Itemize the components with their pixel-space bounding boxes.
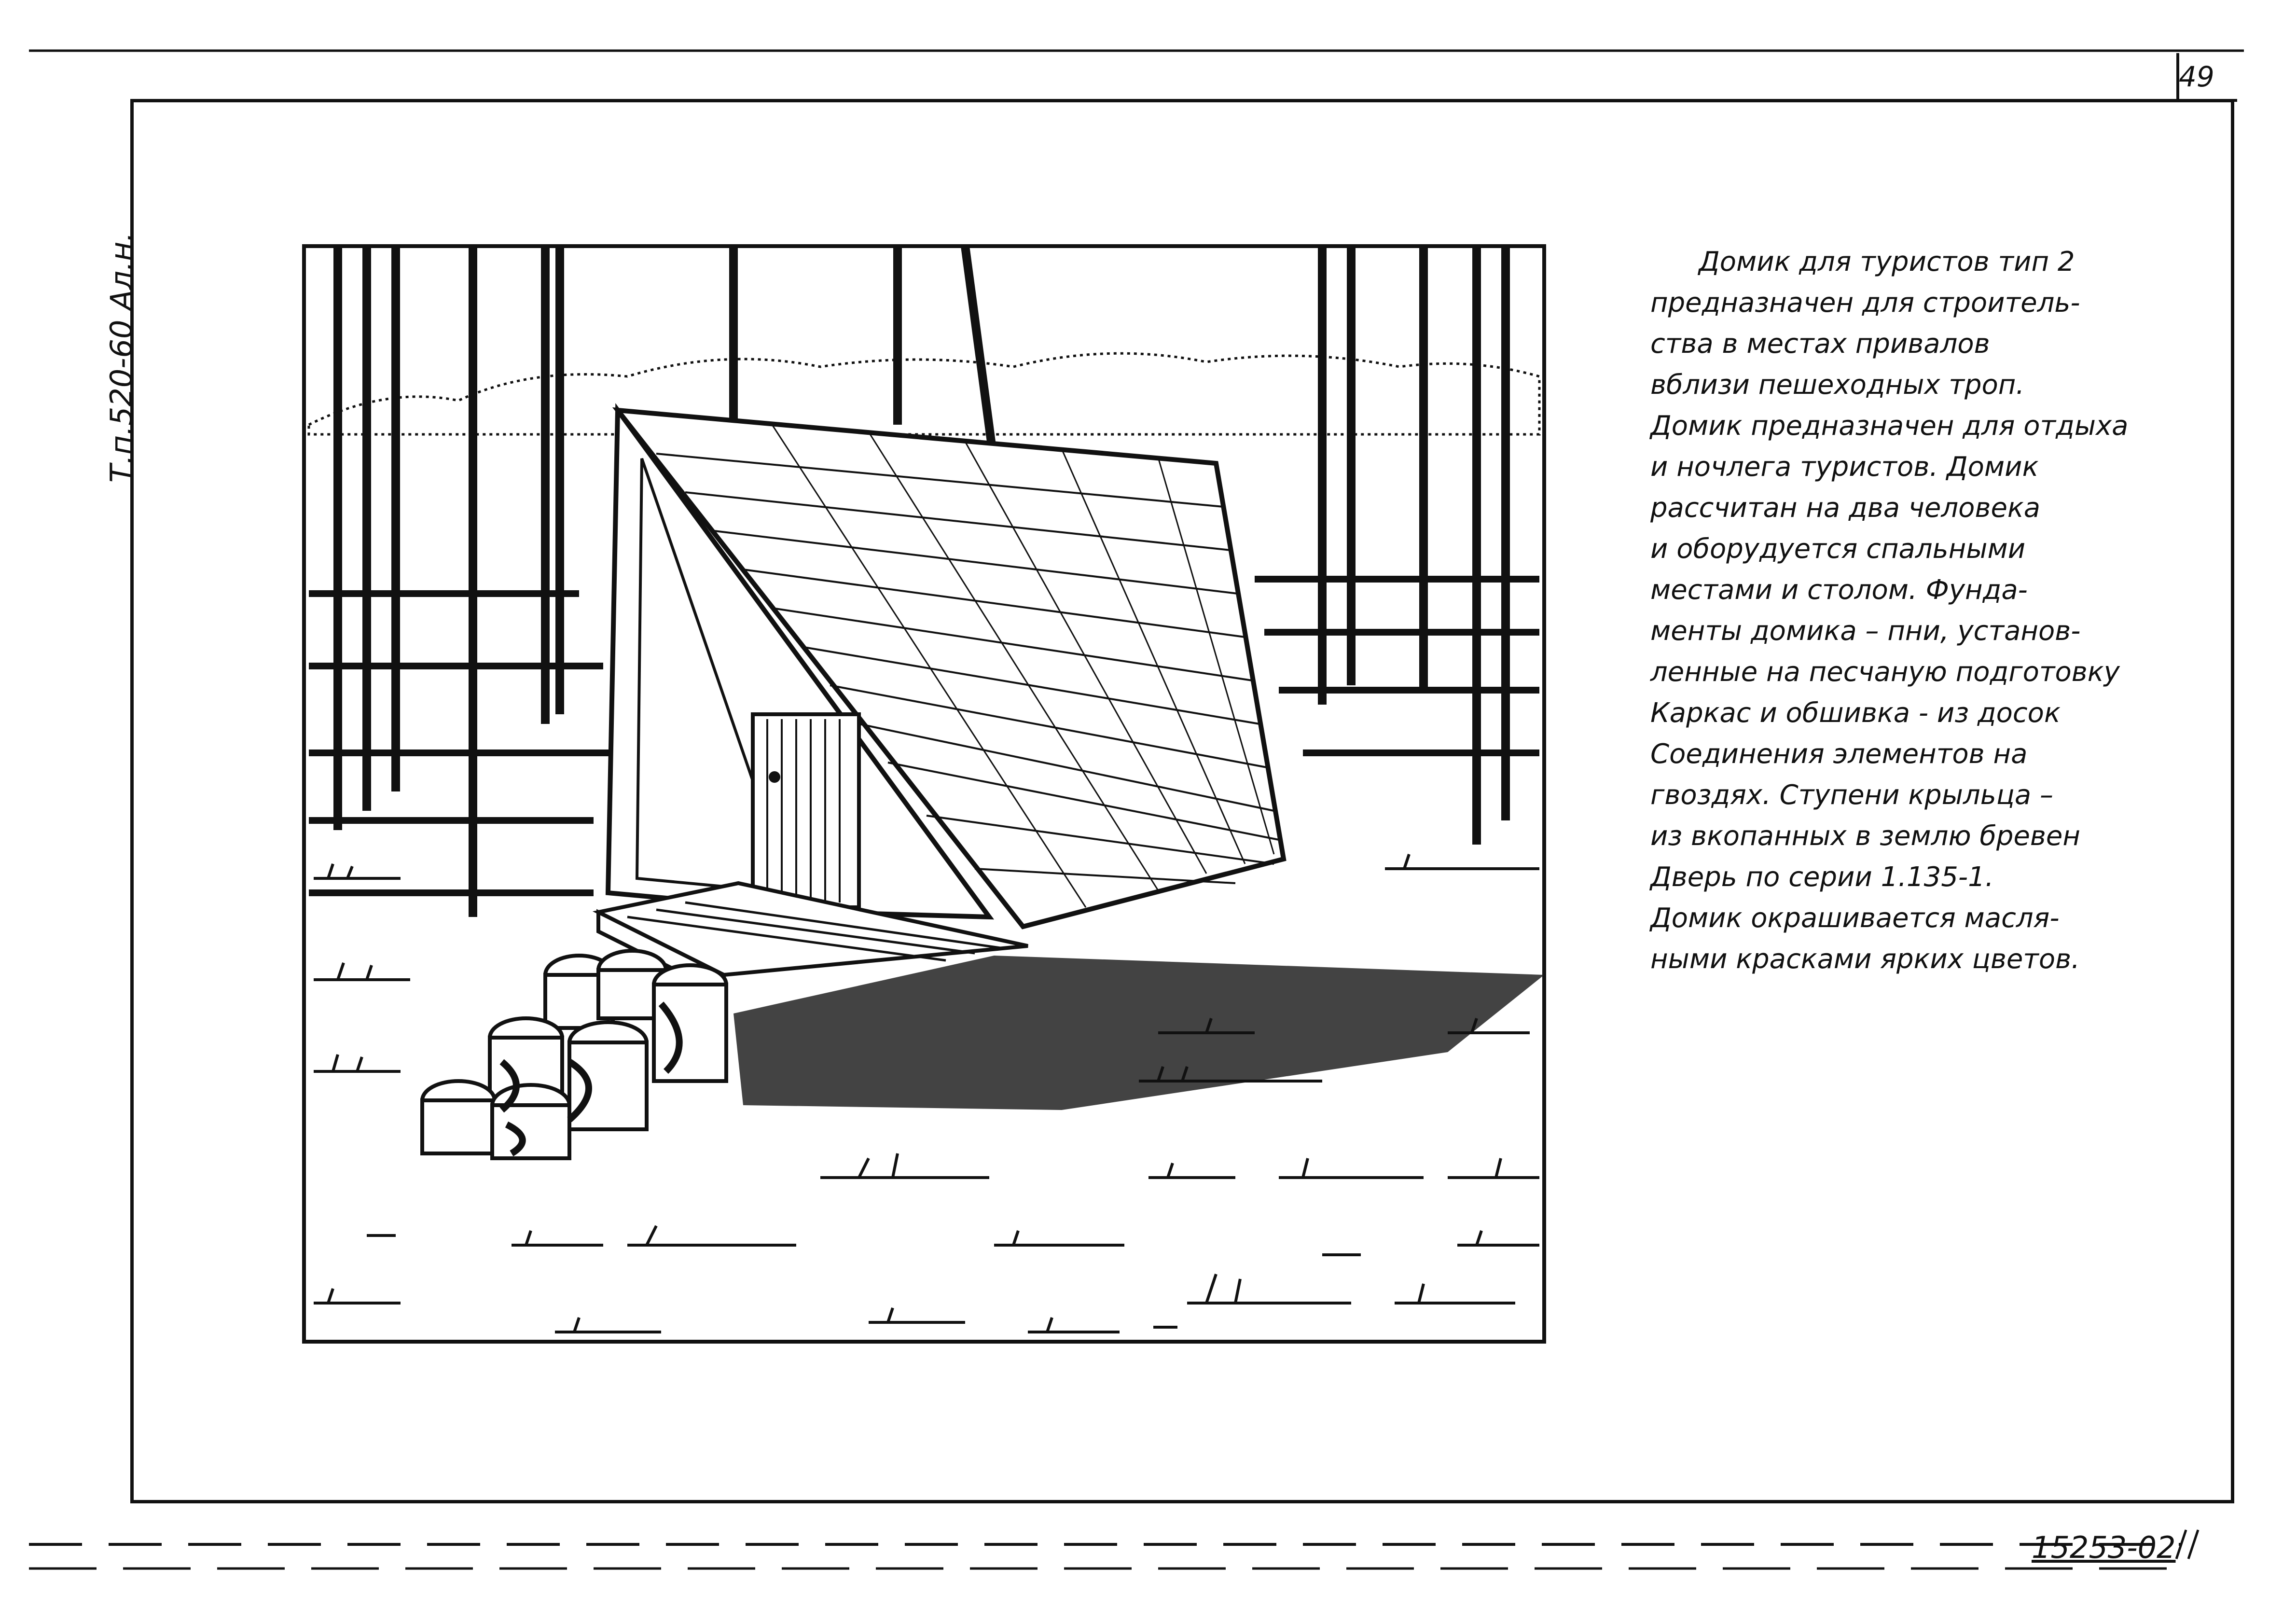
description-line: и оборудуется спальными [1650, 533, 2026, 565]
description-line: из вкопанных в землю бревен [1650, 820, 2080, 852]
page-number: 49 [2179, 60, 2214, 93]
cabin-illustration [304, 246, 1544, 1342]
description-line: Домик для туристов тип 2 [1699, 246, 2075, 278]
description-line: ленные на песчаную подготовку [1650, 656, 2120, 688]
description-line: рассчитан на два человека [1650, 492, 2041, 524]
description-line: вблизи пешеходных троп. [1650, 369, 2025, 401]
description-line: ства в местах привалов [1650, 328, 1990, 360]
description-line: и ночлега туристов. Домик [1650, 451, 2039, 483]
description-line: Домик предназначен для отдыха [1650, 410, 2129, 442]
description-line: предназначен для строитель- [1650, 287, 2080, 319]
description-line: менты домика – пни, установ- [1650, 615, 2081, 647]
description-line: гвоздях. Ступени крыльца – [1650, 779, 2053, 811]
description-line: Каркас и обшивка - из досок [1650, 697, 2061, 729]
description-line: ными красками ярких цветов. [1650, 944, 2080, 975]
description-line: Дверь по серии 1.135-1. [1650, 861, 1994, 893]
doc-number: 15253-02 [2032, 1530, 2176, 1565]
description-line: Соединения элементов на [1650, 738, 2028, 770]
side-code: Т.п.520-60 Ал.н. [104, 232, 139, 483]
description [1650, 241, 2205, 980]
description-line: местами и столом. Фунда- [1650, 574, 2028, 606]
description-line: Домик окрашивается масля- [1650, 902, 2060, 934]
